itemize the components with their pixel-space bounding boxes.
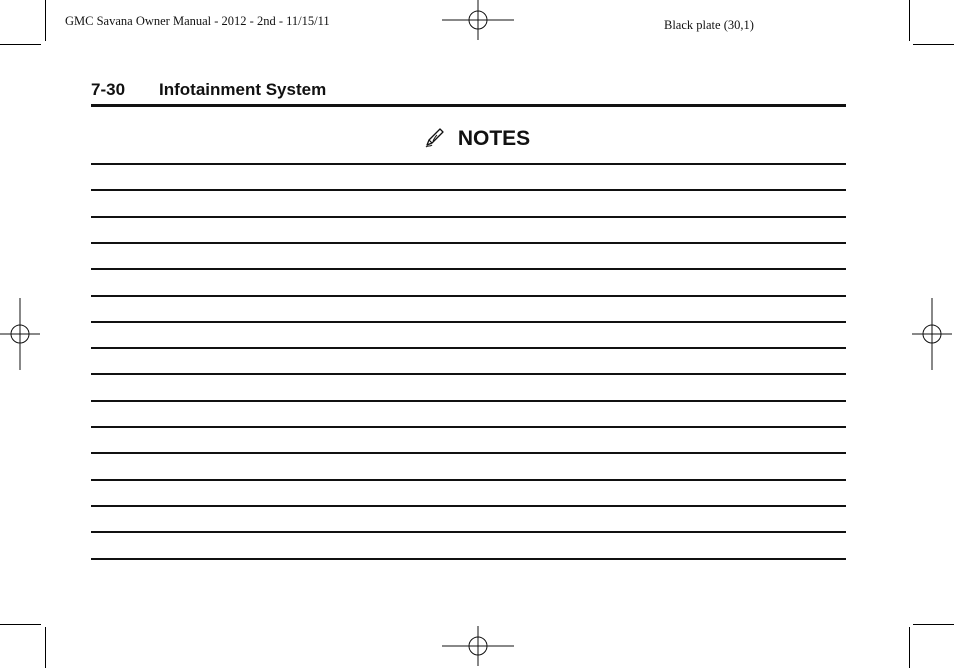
crop-mark-tr-v: [909, 0, 910, 41]
running-header: [91, 80, 846, 107]
registration-mark-left: [0, 298, 40, 370]
note-line: [91, 347, 846, 349]
crop-mark-br-h: [913, 624, 954, 625]
registration-mark-top: [442, 0, 514, 40]
note-line: [91, 295, 846, 297]
note-line: [91, 400, 846, 402]
note-line: [91, 452, 846, 454]
note-line: [91, 558, 846, 560]
note-line: [91, 189, 846, 191]
crop-mark-tr-h: [913, 44, 954, 45]
note-line: [91, 531, 846, 533]
note-line: [91, 505, 846, 507]
note-line: [91, 426, 846, 428]
notes-heading: [0, 126, 954, 152]
note-line: [91, 216, 846, 218]
note-line: [91, 268, 846, 270]
slug-plate-info: Black plate (30,1): [664, 18, 754, 32]
slug-document-info: GMC Savana Owner Manual - 2012 - 2nd - 11/15/11: [65, 14, 330, 28]
registration-mark-right: [912, 298, 952, 370]
notes-title: NOTES: [457, 127, 531, 150]
section-title: Infotainment System: [159, 80, 327, 99]
crop-mark-tl-v: [45, 0, 46, 41]
note-line: [91, 321, 846, 323]
page-number: 7-30: [91, 80, 126, 99]
note-line: [91, 479, 846, 481]
pen-writing-icon: [424, 126, 446, 148]
note-line: [91, 242, 846, 244]
crop-mark-bl-h: [0, 624, 41, 625]
registration-mark-bottom: [442, 626, 514, 666]
crop-mark-bl-v: [45, 627, 46, 668]
note-line: [91, 373, 846, 375]
crop-mark-tl-h: [0, 44, 41, 45]
note-line: [91, 163, 846, 165]
crop-mark-br-v: [909, 627, 910, 668]
